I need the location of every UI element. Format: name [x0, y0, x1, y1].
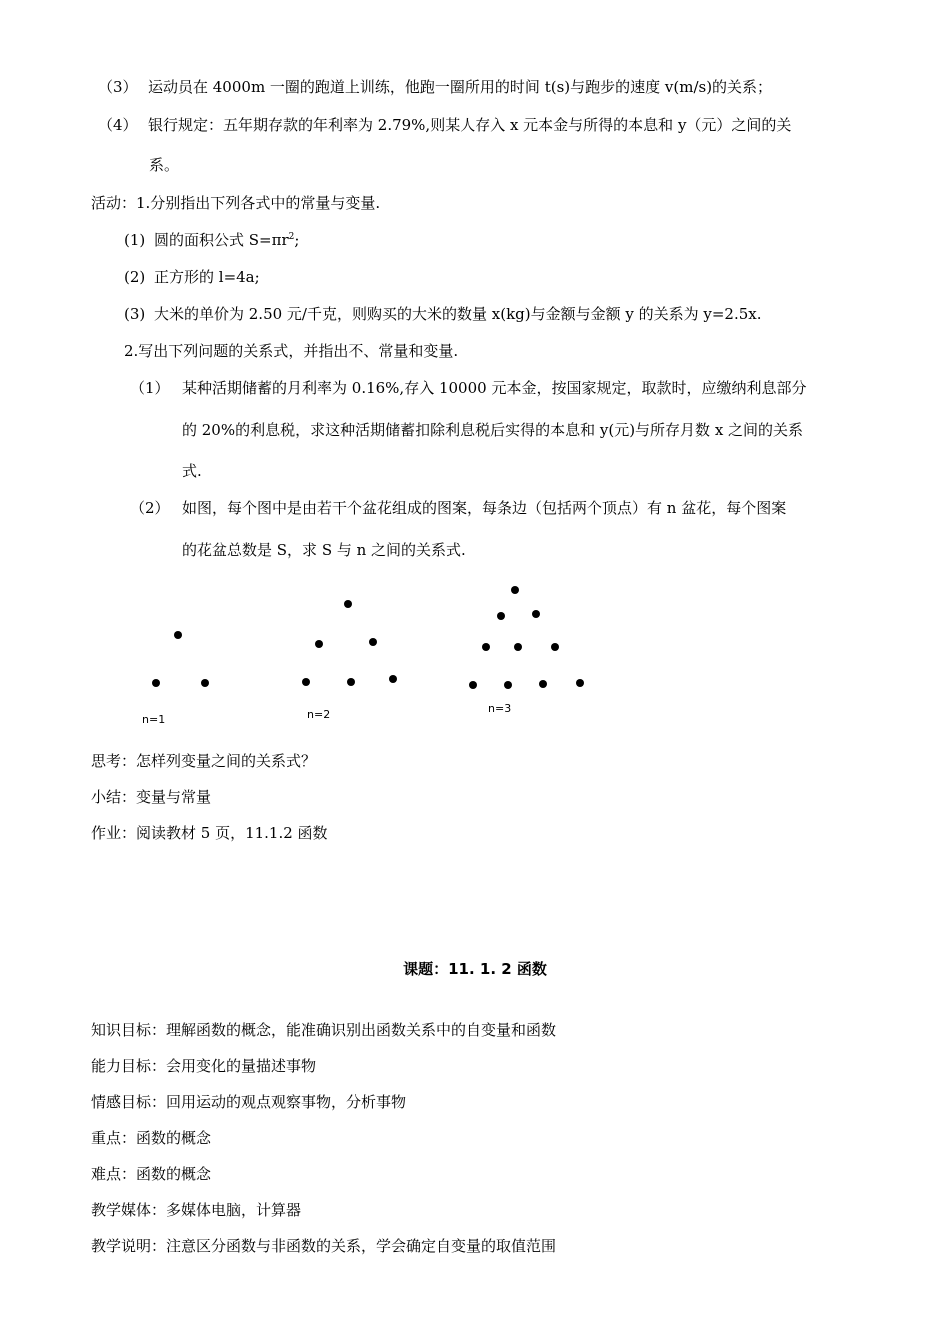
- item-4-continuation: 系。: [149, 156, 180, 174]
- label-n3: n=3: [488, 702, 512, 715]
- formula-2: [124, 270, 260, 285]
- problem-1-number: （1）: [130, 379, 170, 397]
- label-n2: n=2: [307, 708, 331, 721]
- pot-dot: [469, 681, 477, 689]
- formula-3: [124, 307, 762, 322]
- formula-1-exponent: 2: [288, 232, 295, 242]
- summary-line: 小结：变量与常量: [91, 788, 212, 806]
- problem-2-line-1: [130, 501, 786, 516]
- problem-1-text: 某种活期储蓄的月利率为 0.16%,存入 10000 元本金，按国家规定，取款时，应缴纳利息部分: [182, 379, 807, 397]
- problem-2-number: （2）: [130, 499, 170, 517]
- pot-dot: [347, 678, 355, 686]
- pattern-n1: [142, 631, 209, 726]
- pot-dot: [344, 600, 352, 608]
- item-4-text: 银行规定：五年期存款的年利率为 2.79%,则某人存入 x 元本金与所得的本息和 y（元）之间的关: [148, 116, 792, 134]
- problem-2-line-2: 的花盆总数是 S，求 S 与 n 之间的关系式.: [182, 541, 466, 559]
- item-4: [98, 118, 791, 133]
- pot-dot: [369, 638, 377, 646]
- pot-dot: [152, 679, 160, 687]
- problem-1-line-1: [130, 381, 806, 396]
- think-line: 思考：怎样列变量之间的关系式？: [91, 752, 317, 770]
- pot-dot: [504, 681, 512, 689]
- activity-heading: 活动：1.分别指出下列各式中的常量与变量.: [91, 194, 381, 212]
- formula-1-number: (1): [124, 231, 146, 249]
- pot-dot: [315, 640, 323, 648]
- pot-dot: [514, 643, 522, 651]
- pot-dot: [497, 612, 505, 620]
- pattern-n3: [469, 586, 584, 715]
- pot-dot: [482, 643, 490, 651]
- formula-1: [124, 233, 299, 248]
- lesson-row: 情感目标：回用运动的观点观察事物，分析事物: [91, 1093, 407, 1111]
- problem-2-text: 如图，每个图中是由若干个盆花组成的图案，每条边（包括两个顶点）有 n 盆花，每个图案: [182, 499, 787, 517]
- lesson-row: 教学说明：注意区分函数与非函数的关系，学会确定自变量的取值范围: [91, 1237, 557, 1255]
- item-4-number: （4）: [98, 116, 138, 134]
- lesson-row: 难点：函数的概念: [91, 1165, 212, 1183]
- problem-1-line-2: 的 20%的利息税，求这种活期储蓄扣除利息税后实得的本息和 y(元)与所存月数 x 之间的关系: [182, 421, 804, 439]
- lesson-row: 教学媒体：多媒体电脑，计算器: [91, 1201, 302, 1219]
- formula-1-punct: ;: [294, 231, 300, 249]
- item-3-number: （3）: [98, 78, 138, 96]
- lesson-row: 能力目标：会用变化的量描述事物: [91, 1057, 317, 1075]
- pot-dot: [302, 678, 310, 686]
- pattern-n2: [302, 600, 397, 721]
- label-n1: n=1: [142, 713, 166, 726]
- lesson-row: 知识目标：理解函数的概念，能准确识别出函数关系中的自变量和函数: [91, 1021, 557, 1039]
- pot-dot: [174, 631, 182, 639]
- item-3: [98, 80, 772, 95]
- problem-1-line-3: 式.: [182, 462, 202, 480]
- formula-1-text: 圆的面积公式 S=πr: [154, 231, 289, 249]
- pot-dot: [539, 680, 547, 688]
- homework-line: 作业：阅读教材 5 页，11.1.2 函数: [91, 824, 328, 842]
- flower-pot-figure: [130, 578, 610, 738]
- formula-3-number: (3): [124, 305, 146, 323]
- pot-dot: [551, 643, 559, 651]
- pot-dot: [201, 679, 209, 687]
- item-3-text: 运动员在 4000m 一圈的跑道上训练，他跑一圈所用的时间 t(s)与跑步的速度 v(m/s)的关系；: [148, 78, 773, 96]
- pot-dot: [511, 586, 519, 594]
- pot-dot: [389, 675, 397, 683]
- lesson-row: 重点：函数的概念: [91, 1129, 212, 1147]
- formula-2-text: 正方形的 l=4a;: [154, 268, 260, 286]
- task-2-heading: 2.写出下列问题的关系式，并指出不、常量和变量.: [124, 342, 459, 360]
- formula-3-text: 大米的单价为 2.50 元/千克，则购买的大米的数量 x(kg)与金额与金额 y 的关系为 y=2.5x.: [154, 305, 762, 323]
- lesson-title: 课题：11. 1. 2 函数: [403, 960, 547, 978]
- formula-2-number: (2): [124, 268, 146, 286]
- pot-dot: [532, 610, 540, 618]
- pot-dot: [576, 679, 584, 687]
